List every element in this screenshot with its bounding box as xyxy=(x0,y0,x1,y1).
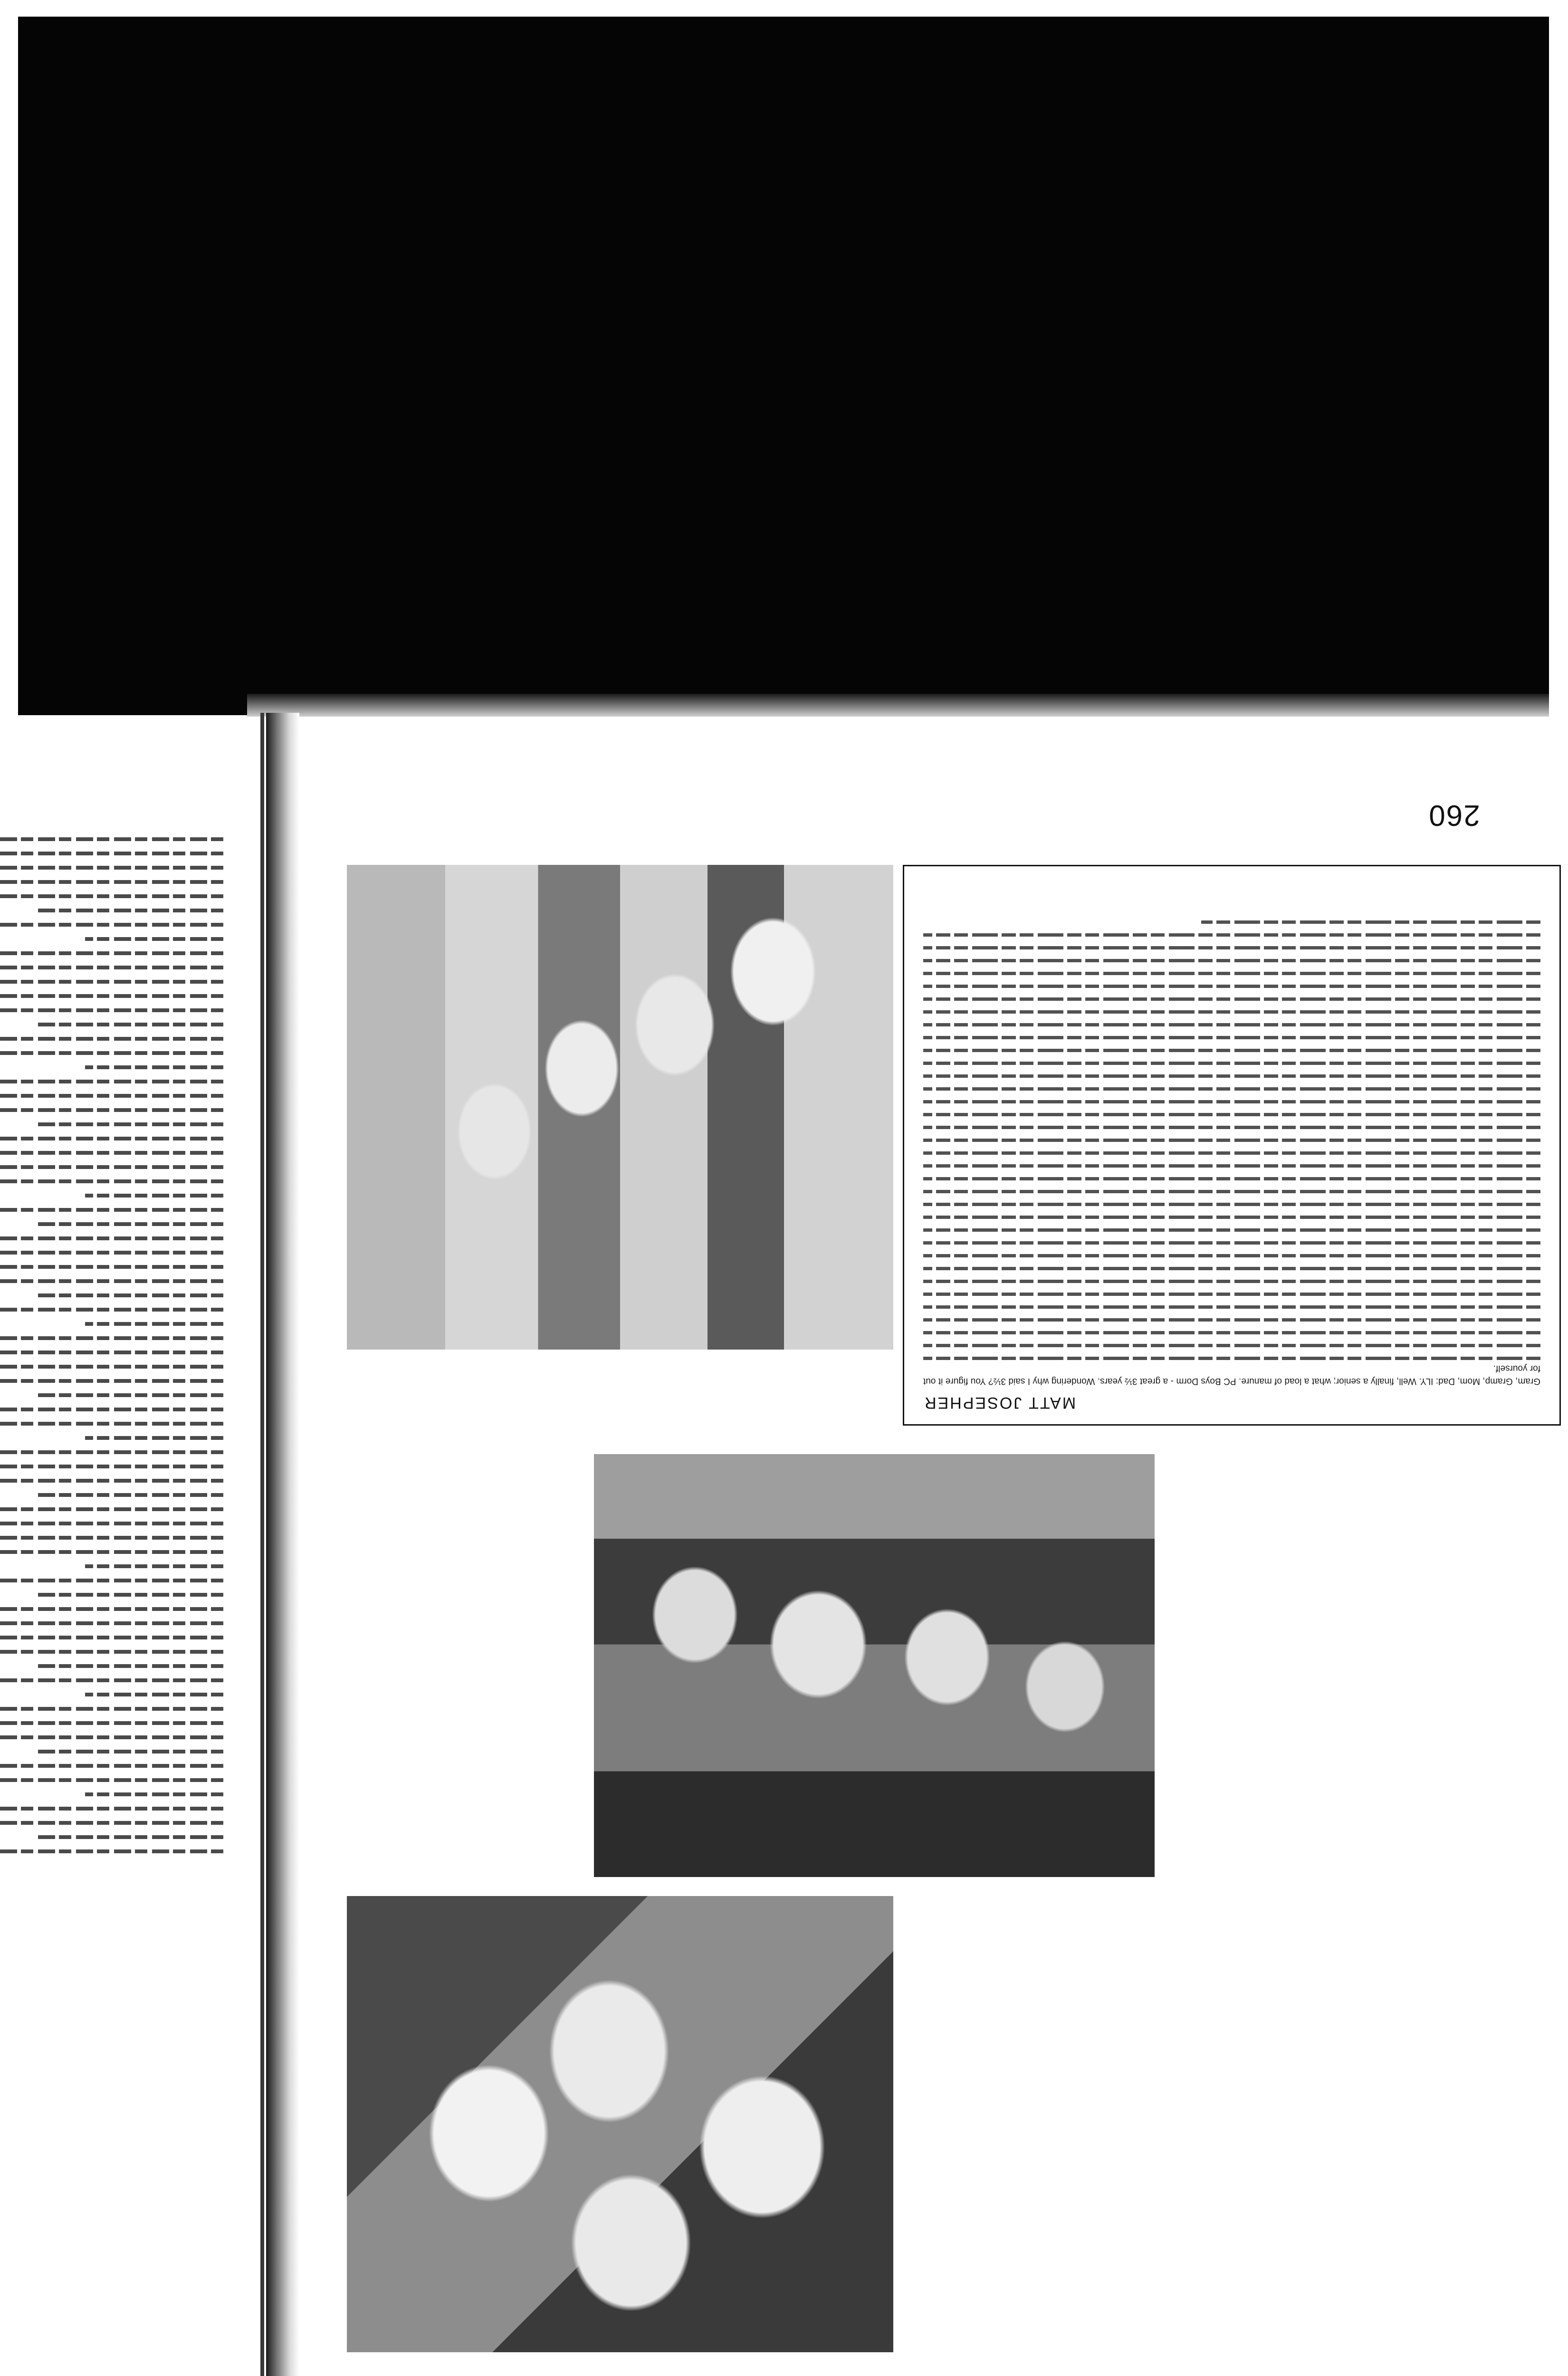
photo-group-close-up-faces xyxy=(594,1454,1155,1877)
left-page-text-column xyxy=(0,836,223,1853)
photo-group-huddle-faces xyxy=(347,1896,893,2352)
book-top-edge xyxy=(247,694,1549,717)
senior-dedication-box xyxy=(903,865,1561,1426)
dedication-text-continued xyxy=(923,920,1540,1360)
senior-name: MATT JOSEPHER xyxy=(923,1394,1076,1412)
page-number: 260 xyxy=(1428,799,1480,832)
dedication-text: Gram, Gramp, Mom, Dad: ILY. Well, finally a senior; what a load of manure. PC Boys Dorm - a great 3½ years. Wondering why I said 3½? You figure it out for yourself. xyxy=(923,1363,1540,1386)
left-page-edge xyxy=(260,713,264,2376)
photo-group-standing-boys xyxy=(347,865,893,1350)
scanner-background xyxy=(18,17,1549,715)
book-spine-shadow xyxy=(266,713,299,2376)
